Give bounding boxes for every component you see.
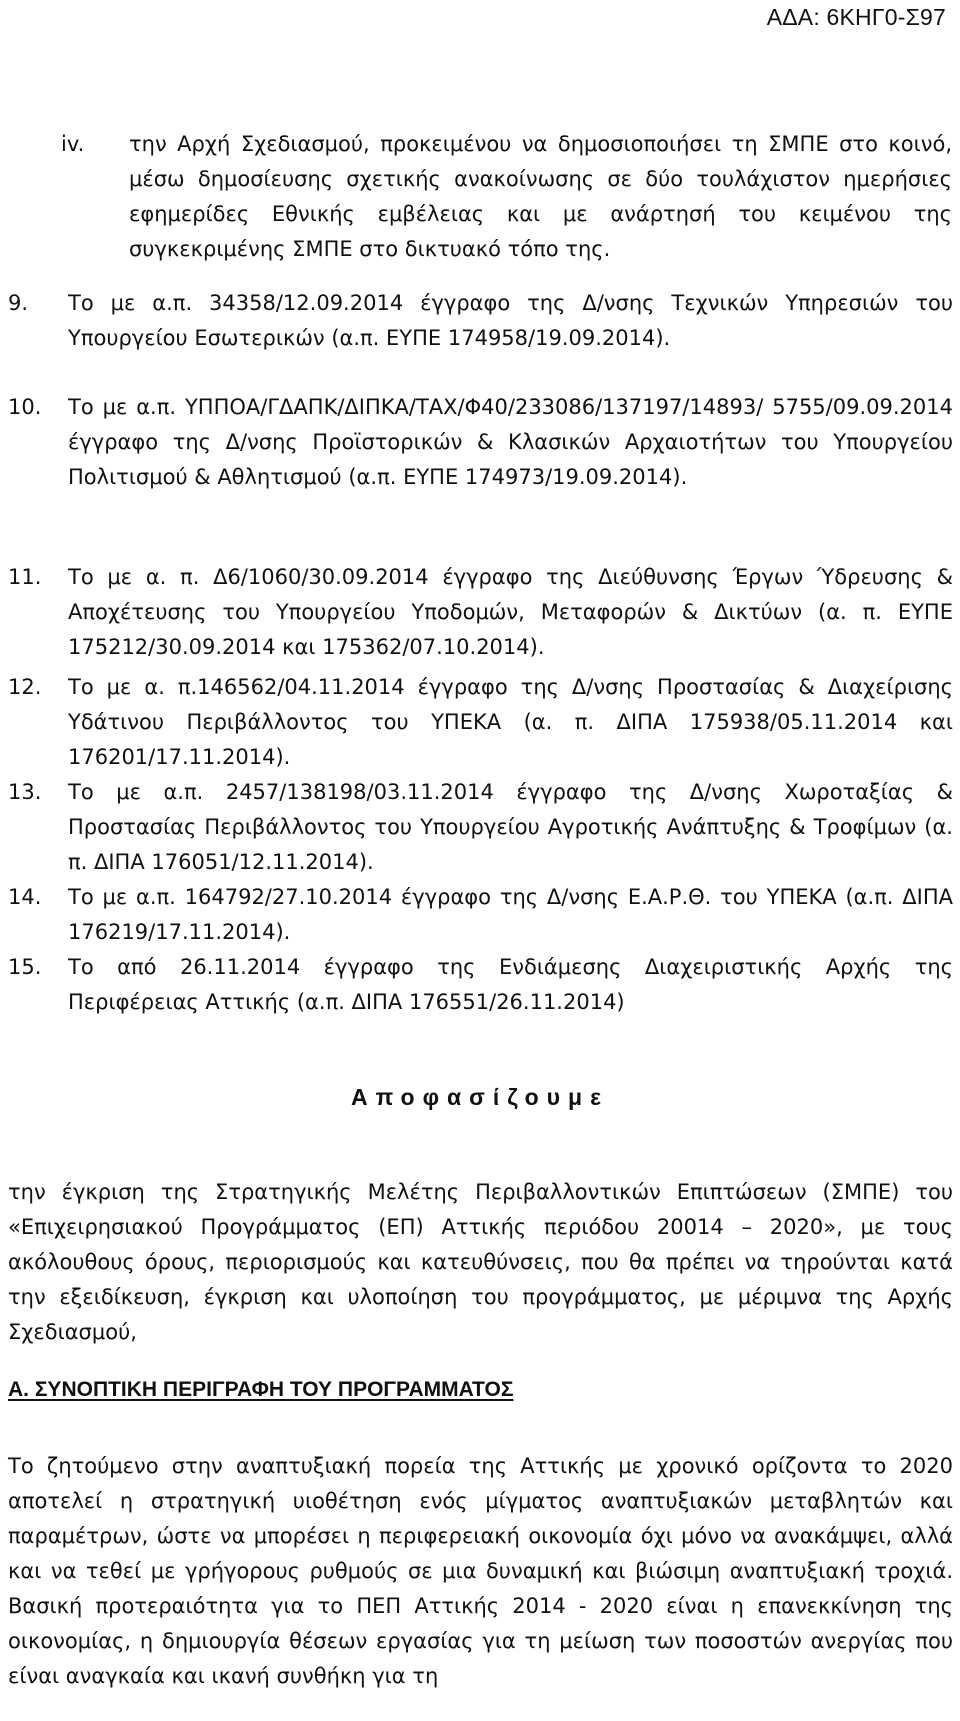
list-item-text: Το με α.π. 34358/12.09.2014 έγγραφο της Δ/νσης Τεχνικών Υπηρεσιών του Υπουργείου Εσωτερικών (α.π. ΕΥΠΕ 174958/19.09.2014). — [68, 291, 953, 350]
list-item-text: την Αρχή Σχεδιασμού, προκειμένου να δημοσιοποιήσει τη ΣΜΠΕ στο κοινό, μέσω δημοσίευσης σχετικής ανακοίνωσης σε δύο τουλάχιστον ημερήσιες εφημερίδες Εθνικής εμβέλειας και με ανάρτησή του κειμένου της συγκεκριμένης ΣΜΠΕ στο δικτυακό τόπο της. — [129, 132, 952, 261]
decision-paragraph: την έγκριση της Στρατηγικής Μελέτης Περιβαλλοντικών Επιπτώσεων (ΣΜΠΕ) του «Επιχειρησιακού Προγράμματος (ΕΠ) Αττικής περιόδου 20014 – 2020», με τους ακόλουθους όρους, περιορισμούς και κατευθύνσεις, που θα πρέπει να τηρούνται κατά την εξειδίκευση, έγκριση και υλοποίηση του προγράμματος, με μέριμνα της Αρχής Σχεδιασμού, — [8, 1180, 953, 1344]
list-marker: iv. — [61, 132, 85, 156]
list-marker: 9. — [8, 291, 29, 315]
section-heading: Α. ΣΥΝΟΠΤΙΚΗ ΠΕΡΙΓΡΑΦΗ ΤΟΥ ΠΡΟΓΡΑΜΜΑΤΟΣ — [8, 1378, 514, 1401]
list-marker: 13. — [8, 780, 42, 804]
list-item-text: Το από 26.11.2014 έγγραφο της Ενδιάμεσης Διαχειριστικής Αρχής της Περιφέρειας Αττικής (α.π. ΔΙΠΑ 176551/26.11.2014) — [68, 955, 953, 1014]
list-marker: 10. — [8, 395, 42, 419]
ada-code: ΑΔΑ: 6ΚΗΓ0-Σ97 — [766, 4, 946, 30]
list-item-text: Το με α. π.146562/04.11.2014 έγγραφο της Δ/νσης Προστασίας & Διαχείρισης Υδάτινου Περιβάλλοντος του ΥΠΕΚΑ (α. π. ΔΙΠΑ 175938/05.11.2014 και 176201/17.11.2014). — [68, 675, 953, 769]
list-item-text: Το με α.π. ΥΠΠΟΑ/ΓΔΑΠΚ/ΔΙΠΚΑ/ΤΑΧ/Φ40/233086/137197/14893/ 5755/09.09.2014 έγγραφο της Δ/νσης Προϊστορικών & Κλασικών Αρχαιοτήτων του Υπουργείου Πολιτισμού & Αθλητισμού (α.π. ΕΥΠΕ 174973/19.09.2014). — [68, 395, 953, 489]
section-paragraph: Το ζητούμενο στην αναπτυξιακή πορεία της Αττικής με χρονικό ορίζοντα το 2020 αποτελεί η στρατηγική υιοθέτηση ενός μίγματος αναπτυξιακών μεταβλητών και παραμέτρων, ώστε να μπορέσει η περιφερειακή οικονομία όχι μόνο να ανακάμψει, αλλά και να τεθεί με γρήγορους ρυθμούς σε μια δυναμική και βιώσιμη αναπτυξιακή τροχιά. Βασική προτεραιότητα για το ΠΕΠ Αττικής 2014 - 2020 είναι η επανεκκίνηση της οικονομίας, η δημιουργία θέσεων εργασίας για τη μείωση των ποσοστών ανεργίας που είναι αναγκαία και ικανή συνθήκη για τη — [8, 1454, 953, 1688]
list-marker: 15. — [8, 955, 42, 979]
list-marker: 12. — [8, 675, 42, 699]
list-item-text: Το με α. π. Δ6/1060/30.09.2014 έγγραφο της Διεύθυνσης Έργων Ύδρευσης & Αποχέτευσης του Υπουργείου Υποδομών, Μεταφορών & Δικτύων (α. π. ΕΥΠΕ 175212/30.09.2014 και 175362/07.10.2014). — [68, 565, 953, 659]
list-item-text: Το με α.π. 164792/27.10.2014 έγγραφο της Δ/νσης Ε.Α.Ρ.Θ. του ΥΠΕΚΑ (α.π. ΔΙΠΑ 176219/17.11.2014). — [68, 885, 953, 944]
decision-title: Αποφασίζουμε — [350, 1084, 610, 1110]
list-marker: 14. — [8, 885, 42, 909]
list-item-text: Το με α.π. 2457/138198/03.11.2014 έγγραφο της Δ/νσης Χωροταξίας & Προστασίας Περιβάλλοντος του Υπουργείου Αγροτικής Ανάπτυξης & Τροφίμων (α. π. ΔΙΠΑ 176051/12.11.2014). — [68, 780, 953, 874]
list-marker: 11. — [8, 565, 42, 589]
